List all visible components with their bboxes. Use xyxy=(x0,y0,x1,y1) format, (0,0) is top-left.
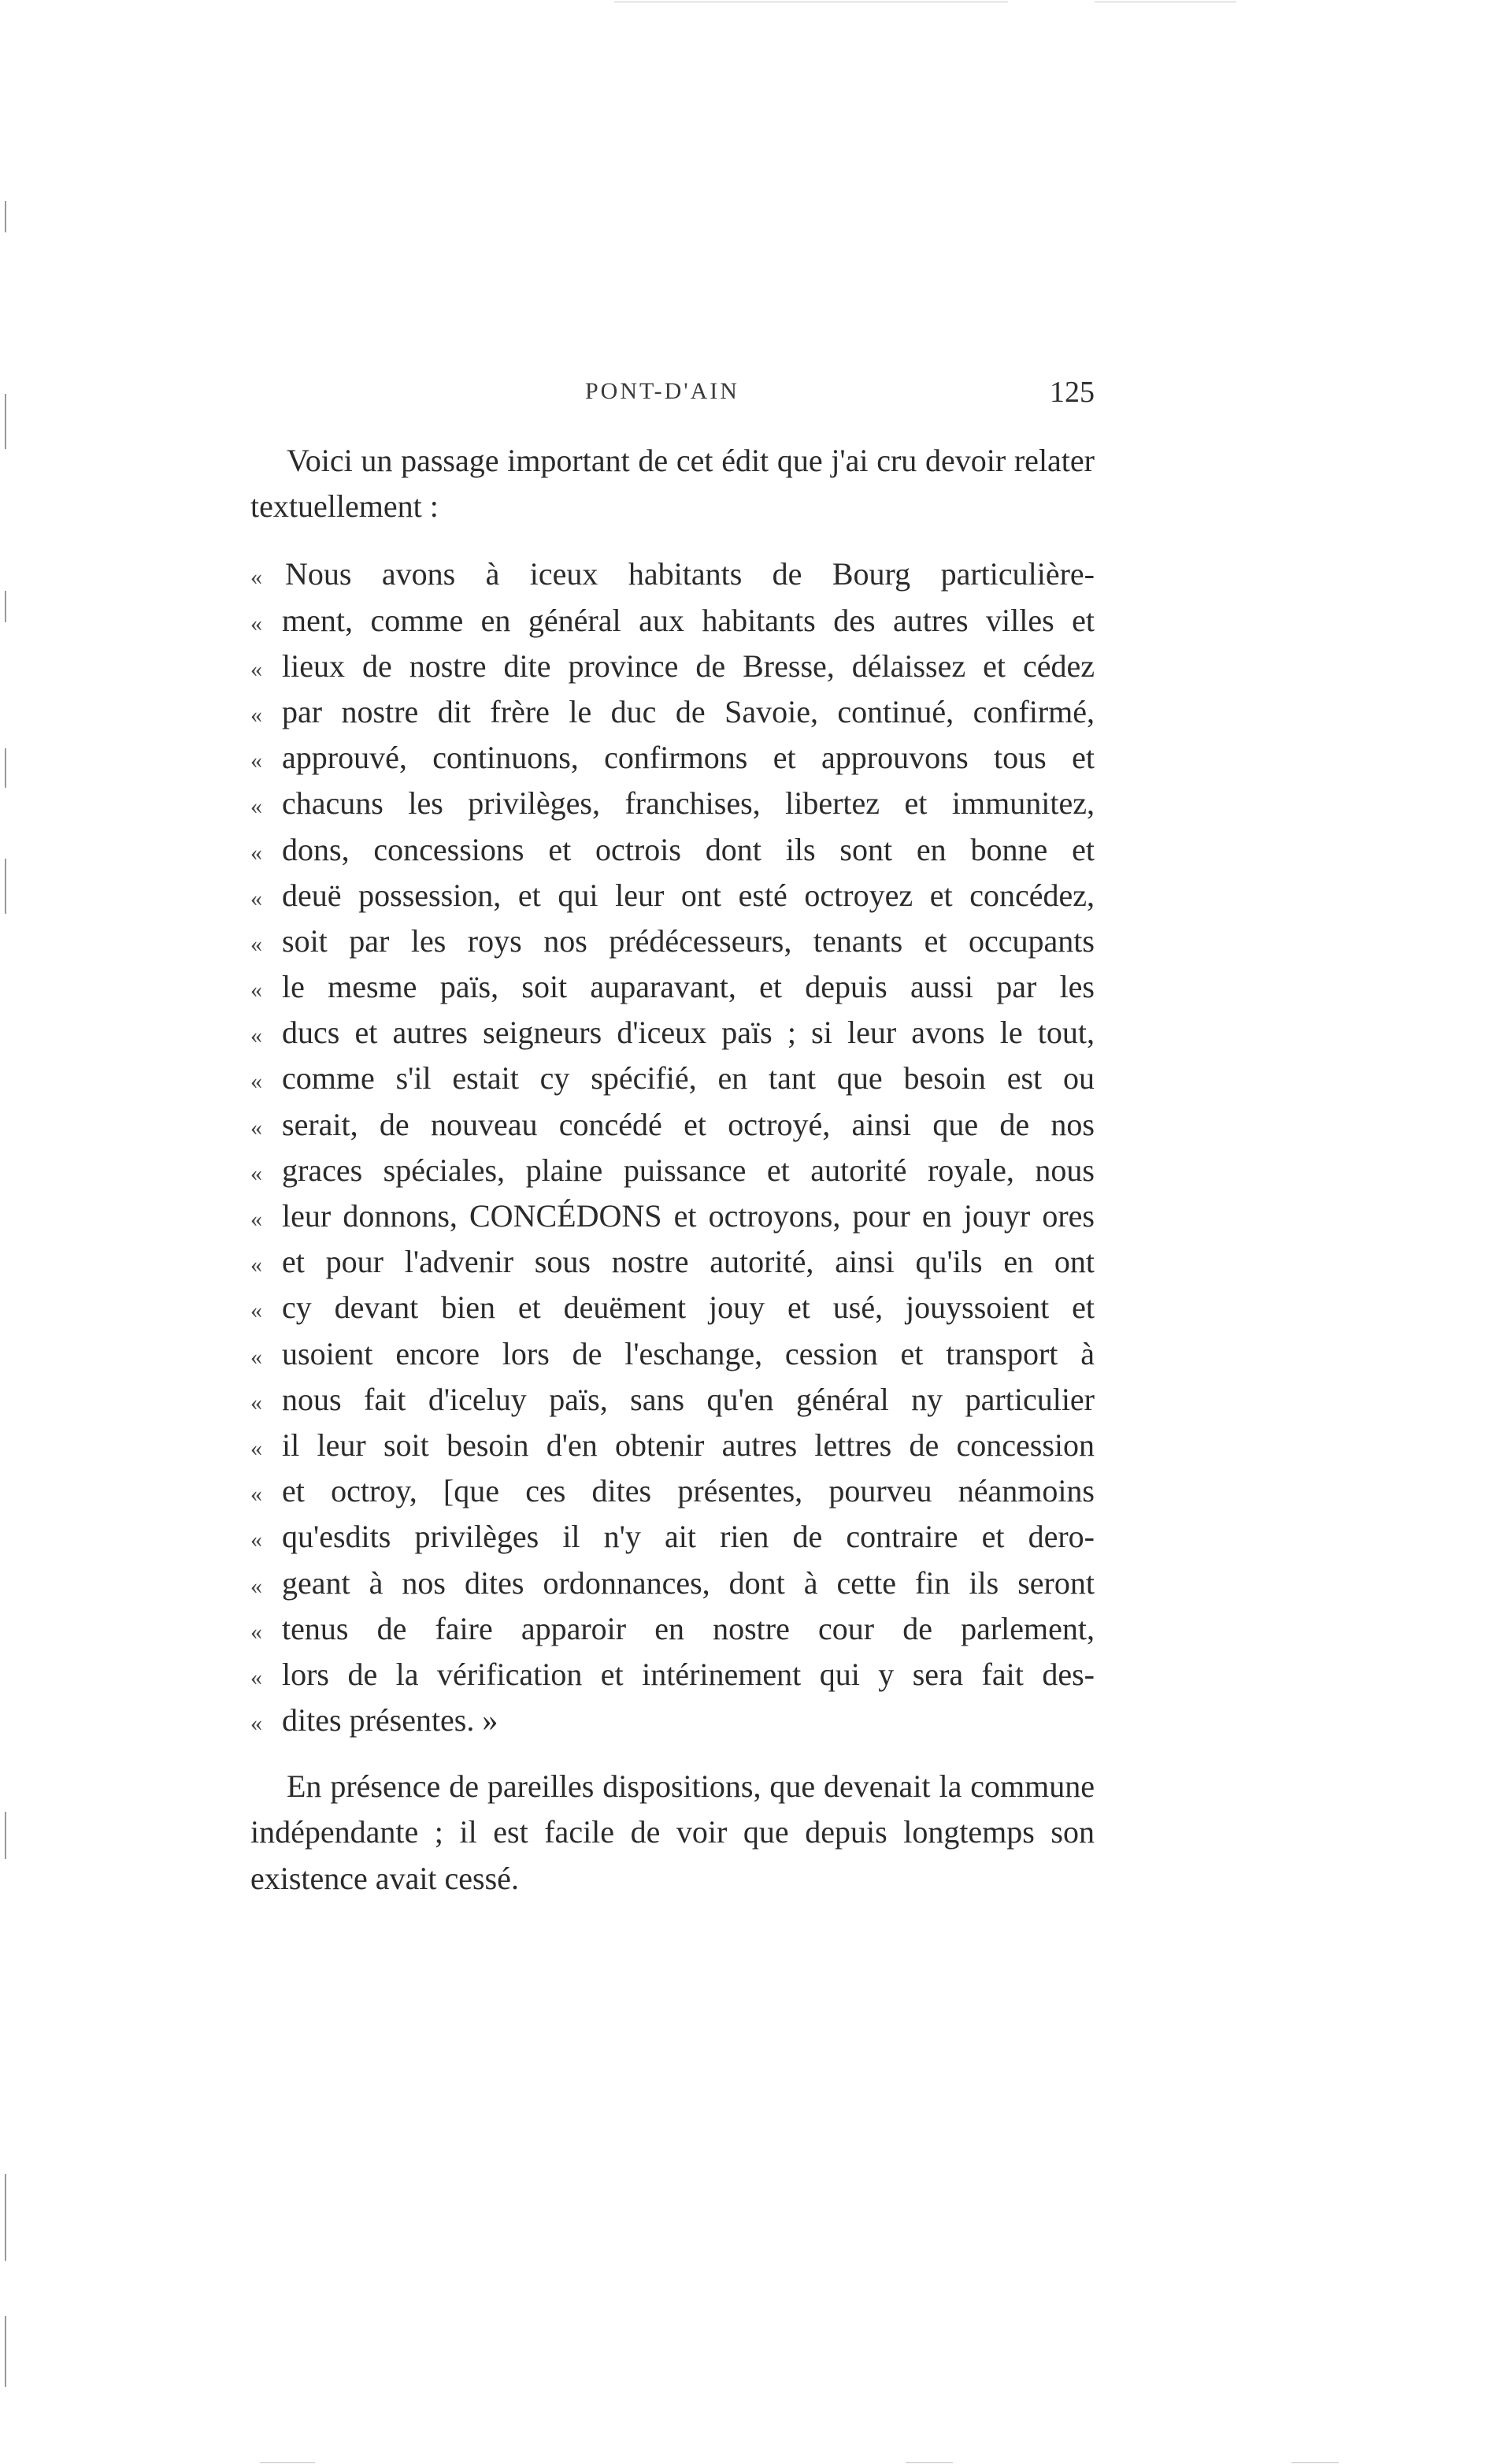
quote-mark: « xyxy=(250,1618,262,1645)
quote-line-text: et octroy, [que ces dites présentes, pourveu néanmoins xyxy=(282,1473,1095,1509)
quote-line-text: usoient encore lors de l'eschange, cession et transport à xyxy=(282,1335,1095,1371)
quote-line-text: ment, comme en général aux habitants des autres villes et xyxy=(282,602,1095,638)
quote-mark: « xyxy=(250,885,262,911)
quote-mark: « xyxy=(250,701,262,728)
quote-line xyxy=(250,1331,1095,1377)
quote-line xyxy=(250,1468,1095,1514)
scan-margin-mark xyxy=(5,748,6,788)
scan-margin-mark xyxy=(5,591,6,622)
quote-line xyxy=(250,964,1095,1010)
quote-line-text: graces spéciales, plaine puissance et autorité royale, nous xyxy=(282,1152,1095,1188)
quote-mark: « xyxy=(250,1481,262,1508)
quote-line xyxy=(250,1698,1095,1743)
quote-line xyxy=(250,598,1095,644)
quote-line xyxy=(250,1560,1095,1606)
quote-mark: « xyxy=(250,1434,262,1461)
body-text xyxy=(250,438,1095,1902)
quote-line xyxy=(250,1377,1095,1423)
quote-line-text: nous fait d'iceluy païs, sans qu'en général ny particulier xyxy=(282,1381,1095,1417)
quote-line xyxy=(250,1056,1095,1101)
quote-line xyxy=(250,1423,1095,1468)
quote-line-text: chacuns les privilèges, franchises, libertez et immunitez, xyxy=(282,785,1095,822)
quote-mark: « xyxy=(250,1664,262,1690)
quote-line xyxy=(250,1285,1095,1330)
quote-line xyxy=(250,873,1095,918)
quote-mark: « xyxy=(250,1252,262,1278)
quote-mark: « xyxy=(250,1572,262,1599)
page-header xyxy=(250,378,1095,417)
scan-margin-mark xyxy=(5,2316,6,2387)
quote-mark: « xyxy=(250,1022,262,1049)
quote-line-text: deuë possession, et qui leur ont esté octroyez et concédez, xyxy=(282,877,1095,913)
quote-line-text: leur donnons, CONCÉDONS et octroyons, pour en jouyr ores xyxy=(282,1198,1095,1234)
quote-line-text: dons, concessions et octrois dont ils sont en bonne et xyxy=(282,831,1095,867)
quote-line xyxy=(250,551,1095,597)
quote-line-text: et pour l'advenir sous nostre autorité, ainsi qu'ils en ont xyxy=(282,1244,1095,1280)
quote-mark: « xyxy=(250,1068,262,1095)
quote-line-text: il leur soit besoin d'en obtenir autres lettres de concession xyxy=(282,1427,1095,1463)
scan-margin-mark xyxy=(5,859,6,914)
quote-mark: « xyxy=(250,839,262,866)
quote-line xyxy=(250,644,1095,689)
quote-line-text: geant à nos dites ordonnances, dont à cette fin ils seront xyxy=(282,1564,1095,1601)
quote-line xyxy=(250,689,1095,735)
quote-mark: « xyxy=(250,1297,262,1324)
quote-mark: « xyxy=(250,977,262,1004)
quote-line xyxy=(250,1193,1095,1239)
quote-mark: « xyxy=(250,1343,262,1370)
quote-line-text: tenus de faire apparoir en nostre cour de parlement, xyxy=(282,1610,1095,1646)
closing-paragraph xyxy=(250,1764,1095,1902)
quote-line-text: ducs et autres seigneurs d'iceux païs ; si leur avons le tout, xyxy=(282,1015,1095,1051)
quote-line-text: par nostre dit frère le duc de Savoie, continué, confirmé, xyxy=(282,693,1095,729)
quote-line xyxy=(250,781,1095,826)
quote-line-text: lieux de nostre dite province de Bresse, délaissez et cédez xyxy=(282,648,1095,684)
quote-line-text: lors de la vérification et intérinement qui y sera fait des- xyxy=(282,1656,1095,1692)
quote-line-text: le mesme païs, soit auparavant, et depuis aussi par les xyxy=(282,969,1095,1005)
quote-line xyxy=(250,735,1095,781)
quote-line xyxy=(250,1606,1095,1652)
scan-bottom-rule xyxy=(1291,2462,1339,2463)
quote-mark: « xyxy=(250,930,262,957)
closing-text: En présence de pareilles dispositions, que devenait la commune indépendante ; il est facile de voir que depuis longtemps son existence avait cessé. xyxy=(250,1768,1095,1896)
quote-line xyxy=(250,1652,1095,1698)
quote-line-text: comme s'il estait cy spécifié, en tant que besoin est ou xyxy=(282,1060,1095,1097)
quote-mark: « xyxy=(250,655,262,682)
scan-margin-mark xyxy=(5,201,6,232)
scan-margin-mark xyxy=(5,1812,6,1859)
intro-paragraph xyxy=(250,438,1095,529)
quote-line xyxy=(250,1010,1095,1056)
quote-mark: « xyxy=(250,748,262,774)
quote-mark: « xyxy=(250,564,262,591)
quote-line-text: cy devant bien et deuëment jouy et usé, jouyssoient et xyxy=(282,1290,1095,1326)
quote-line xyxy=(250,827,1095,873)
quote-line xyxy=(250,1239,1095,1285)
quote-line xyxy=(250,1514,1095,1560)
page-number: 125 xyxy=(1050,376,1095,409)
intro-text: Voici un passage important de cet édit que j'ai cru devoir relater textuellement : xyxy=(250,443,1095,525)
quote-mark: « xyxy=(250,1710,262,1737)
quote-line xyxy=(250,1148,1095,1193)
quote-line-text: qu'esdits privilèges il n'y ait rien de contraire et dero- xyxy=(282,1519,1095,1555)
quote-mark: « xyxy=(250,793,262,820)
quoted-edict xyxy=(250,551,1095,1743)
quote-line-text: serait, de nouveau concédé et octroyé, ainsi que de nos xyxy=(282,1106,1095,1142)
quote-line xyxy=(250,1102,1095,1148)
quote-mark: « xyxy=(250,1527,262,1553)
scan-bottom-rule xyxy=(260,2462,315,2463)
running-head: PONT-D'AIN xyxy=(585,378,739,404)
quote-mark: « xyxy=(250,1206,262,1233)
scan-bottom-rule xyxy=(906,2462,953,2463)
quote-line xyxy=(250,918,1095,964)
quote-mark: « xyxy=(250,610,262,636)
scan-margin-mark xyxy=(5,394,6,449)
quote-mark: « xyxy=(250,1160,262,1186)
quote-line-text: soit par les roys nos prédécesseurs, tenants et occupants xyxy=(282,922,1095,959)
quote-line-text: dites présentes. » xyxy=(282,1702,498,1739)
quote-line-text: approuvé, continuons, confirmons et approuvons tous et xyxy=(282,740,1095,776)
quote-mark: « xyxy=(250,1389,262,1416)
scan-margin-mark xyxy=(5,2174,6,2261)
quote-line-text: Nous avons à iceux habitants de Bourg particulière- xyxy=(285,556,1095,592)
quote-mark: « xyxy=(250,1114,262,1141)
